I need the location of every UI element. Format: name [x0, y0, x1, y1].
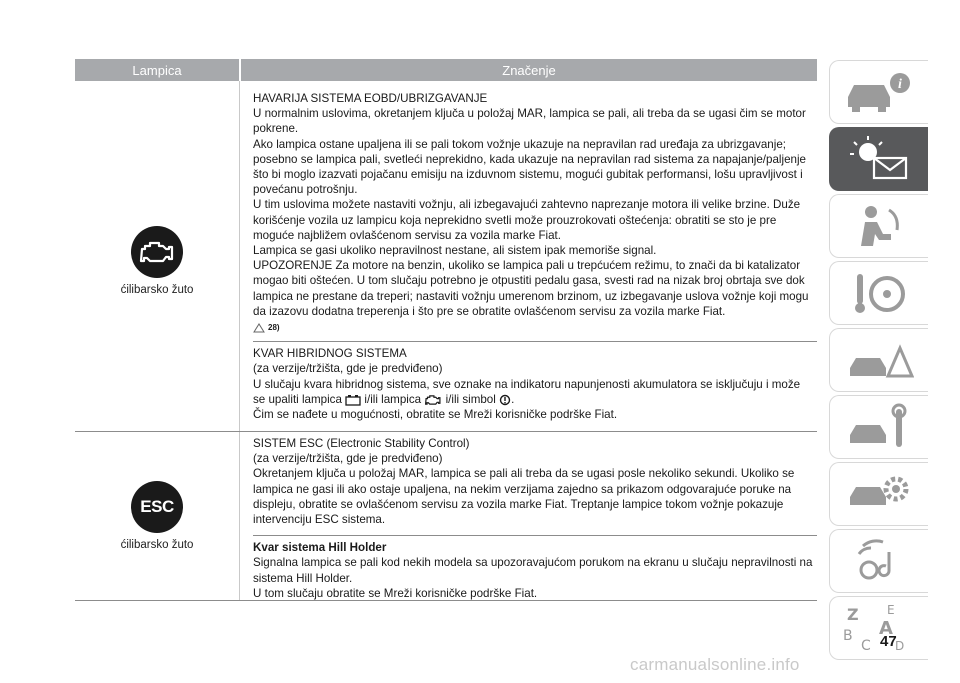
page-number: 47 — [880, 633, 897, 650]
esc-icon — [131, 481, 183, 533]
eobd-warning: UPOZORENJE Za motore na benzin, ukoliko se lampica pali u trepćućem režimu, to znači da bi katalizator mogao biti oštećen. U tom slučaju potrebno je otpustiti pedalu gasa, svesti rad na nizak broj obrtaja sve dok lampica ne prestane da treperi; nastaviti vožnju umerenom brzinom, uz izbegavanje uslova vožnje koji mogu da izazovu dodatna treperenja i što pre se obratite ovlašćenom servisu za vozila marke Fiat. — [253, 259, 809, 318]
steering-key-icon — [847, 268, 911, 318]
header-meaning: Značenje — [502, 62, 556, 78]
road-warning-icon — [844, 336, 914, 384]
chapter-tabs — [829, 60, 928, 663]
svg-text:D: D — [895, 639, 905, 653]
table-row — [75, 432, 817, 601]
meaning-cell — [240, 81, 817, 431]
hybrid-scope: (za verzije/tržišta, gde je predviđeno) — [253, 362, 443, 376]
system-fault-icon — [499, 394, 511, 406]
hybrid-text-1: U slučaju kvara hibridnog sistema, sve oznake na indikatoru napunjenosti akumulatora se isključuju i može — [253, 377, 801, 391]
tab-technical-data[interactable] — [829, 462, 928, 526]
esc-title: SISTEM ESC (Electronic Stability Control) — [253, 437, 470, 450]
reference-number: 28) — [268, 323, 280, 333]
hybrid-block — [253, 341, 817, 428]
tab-warning-lights[interactable] — [829, 127, 928, 191]
lamp-cell — [75, 81, 240, 431]
esc-text: Okretanjem ključa u položaj MAR, lampica se pali ali treba da se ugasi posle nekoliko sekundi. Ukoliko se lampica ne gasi ili ako ostaje upaljena, na nekim verzijama zajedno sa prikazom odgovarajuće poruke na displeju, obratite se ovlašćenom servisu za vozila marke Fiat. Treptanje lampice tokom vožnje pokazuje intervenciju ESC sistema. — [253, 467, 795, 527]
engine-check-icon — [131, 226, 183, 278]
esc-scope: (za verzije/tržišta, gde je predviđeno) — [253, 452, 443, 466]
tab-maintenance[interactable] — [829, 395, 928, 459]
warning-lights-table — [75, 59, 817, 601]
hybrid-text-2 — [253, 392, 817, 407]
multimedia-icon — [847, 536, 911, 586]
car-info-icon — [842, 69, 916, 115]
eobd-text-2: Ako lampica ostane upaljena ili se pali tokom vožnje ukazuje na nepravilan rad uređaja za ubrizgavanje; posebno se lampica pali, svetleći neprekidno, kada ukazuje na nepravilan rad sistema za napajanje/paljenje što bi moglo izazvati pojačanu emisiju na izduvnom sistemu, mogući gubitak performansi, lošu upravljivost i povećanu potrošnju. — [253, 137, 806, 197]
lamp-cell — [75, 432, 240, 600]
hill-holder-text-2: U tom slučaju obratite se Mreži korisničke podrške Fiat. — [253, 586, 538, 600]
tab-starting-driving[interactable] — [829, 261, 928, 325]
svg-text:A: A — [879, 618, 893, 639]
caution-hand-icon — [253, 323, 265, 333]
tab-index[interactable] — [829, 596, 928, 660]
eobd-text-1: U normalnim uslovima, okretanjem ključa u položaj MAR, lampica se pali, ali treba da se ugasi čim se motor pokrene. — [253, 107, 806, 136]
engine-check-small-icon — [424, 394, 442, 406]
esc-block — [253, 432, 817, 535]
hill-holder-title: Kvar sistema Hill Holder — [253, 541, 387, 555]
hybrid-text-2c: i/ili simbol — [445, 392, 496, 406]
tab-safety[interactable] — [829, 194, 928, 258]
hybrid-text-3: Čim se nađete u mogućnosti, obratite se Mreži korisničke podrške Fiat. — [253, 408, 618, 422]
eobd-title: HAVARIJA SISTEMA EOBD/UBRIZGAVANJE — [253, 92, 488, 105]
gear-settings-icon — [844, 469, 914, 519]
hill-holder-text-1: Signalna lampica se pali kod nekih modela sa upozoravajućom porukom na ekranu u slučaju nepravilnosti na sistema Hill Holder. — [253, 556, 813, 585]
hybrid-title: KVAR HIBRIDNOG SISTEMA — [253, 347, 407, 361]
svg-text:Z: Z — [847, 605, 859, 624]
battery-icon — [345, 394, 361, 406]
hybrid-text-2a: se upaliti lampica — [253, 392, 342, 406]
svg-text:i: i — [898, 77, 902, 92]
lamp-color-label: ćilibarsko žuto — [120, 539, 194, 551]
index-icon — [839, 600, 919, 656]
svg-text:E: E — [887, 603, 895, 617]
header-lamp: Lampica — [75, 59, 241, 81]
eobd-block — [253, 81, 817, 341]
reference-note — [253, 320, 817, 335]
svg-text:C: C — [861, 638, 871, 654]
table-header — [75, 59, 817, 81]
tab-emergency[interactable] — [829, 328, 928, 392]
hill-holder-block — [253, 535, 817, 607]
hybrid-text-2d: . — [511, 392, 515, 406]
esc-icon-text: ESC — [140, 497, 174, 516]
eobd-text-3: U tim uslovima možete nastaviti vožnju, ali izbegavajući zahtevno naprezanje motora ili velike brzine. Duže korišćenje vozila uz lampicu koja neprekidno svetli može prouzrokovati oštećenja: obratiti se sto je pre moguće najbližem ovlašćenom servisu za vozila marke Fiat. — [253, 198, 801, 242]
hybrid-text-2b: i/ili lampica — [364, 392, 422, 406]
watermark: carmanualsonline.info — [630, 655, 800, 674]
maintenance-icon — [844, 403, 914, 451]
tab-multimedia[interactable] — [829, 529, 928, 593]
seat-safety-icon — [849, 202, 909, 250]
warning-light-icon — [842, 134, 916, 184]
table-row — [75, 81, 817, 432]
lamp-color-label: ćilibarsko žuto — [120, 284, 194, 296]
tab-car-info[interactable] — [829, 60, 928, 124]
svg-text:B: B — [843, 628, 853, 644]
eobd-text-4: Lampica se gasi ukoliko nepravilnost nestane, ali sistem ipak memoriše signal. — [253, 244, 657, 258]
meaning-cell — [240, 432, 817, 600]
